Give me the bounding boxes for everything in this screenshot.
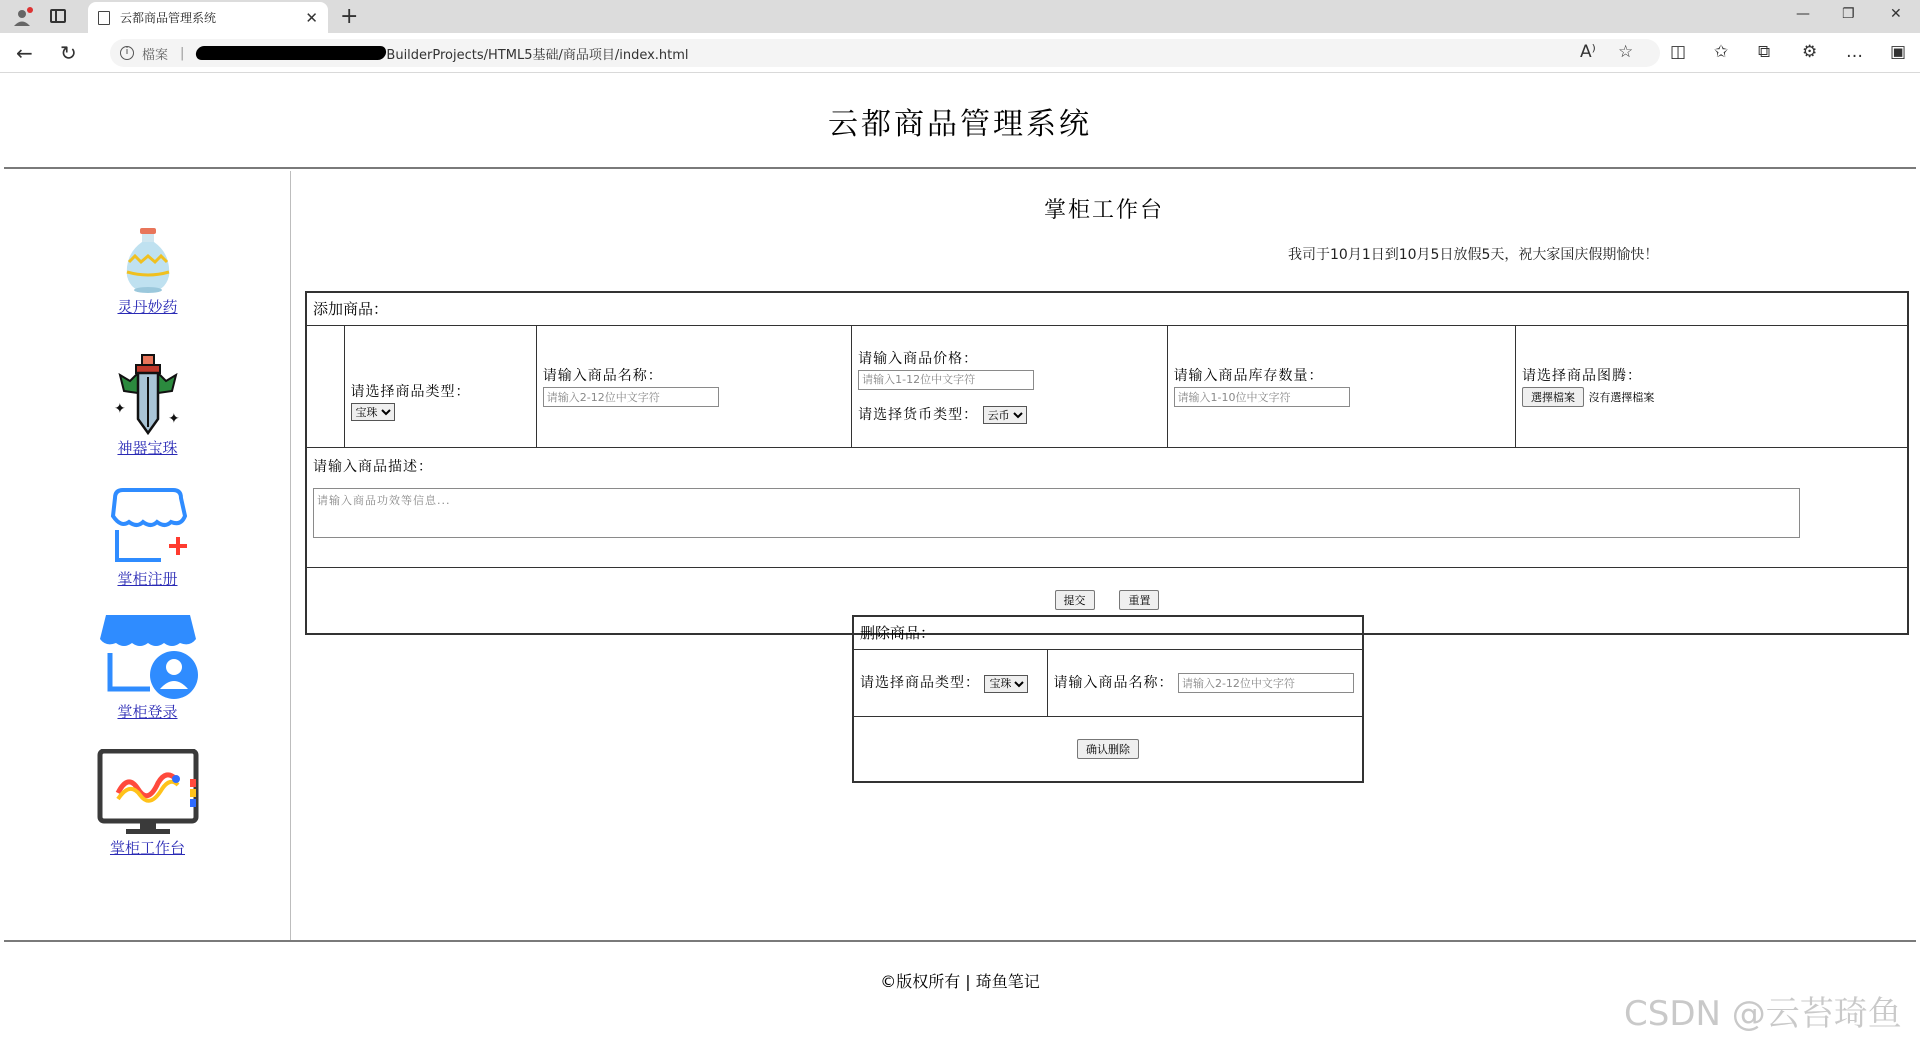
address-bar-row <box>0 33 1920 73</box>
delete-product-form <box>852 615 1364 783</box>
document-icon <box>98 11 110 25</box>
submit-button[interactable]: 提交 <box>1055 590 1095 610</box>
info-icon[interactable]: i <box>120 46 134 60</box>
stock-label: 请输入商品库存数量： <box>1173 368 1324 384</box>
stock-input[interactable] <box>1174 387 1350 407</box>
sidebar-item-artifacts[interactable] <box>4 351 291 458</box>
shop-register-icon <box>107 486 189 568</box>
site-title: 云都商品管理系统 <box>828 107 1092 142</box>
sidebar-link-shop-register[interactable]: 掌柜注册 <box>117 570 178 588</box>
url-separator: | <box>180 45 185 61</box>
price-cell <box>852 325 1167 447</box>
read-aloud-icon[interactable]: A⁾ <box>1580 42 1596 62</box>
url-text: BuilderProjects/HTML5基础/商品项目/index.html <box>386 47 689 63</box>
sidebar-nav <box>4 171 291 940</box>
browser-tab-bar <box>0 0 1920 33</box>
name-cell <box>536 325 851 447</box>
file-status: 沒有選擇檔案 <box>1588 391 1655 404</box>
currency-row <box>858 404 1160 425</box>
url-field[interactable] <box>110 39 1660 67</box>
add-form-heading: 添加商品： <box>306 292 1908 325</box>
medicine-vase-icon <box>121 226 175 296</box>
new-tab-icon[interactable]: + <box>340 4 359 29</box>
sidebar-link-artifacts[interactable]: 神器宝珠 <box>117 439 178 457</box>
web-page <box>4 73 1916 1038</box>
image-label: 请选择商品图腾： <box>1521 368 1642 384</box>
desc-cell <box>306 447 1908 567</box>
name-input[interactable] <box>543 387 719 407</box>
sidebar-link-shop-login[interactable]: 掌柜登录 <box>117 703 178 721</box>
sidebar-item-shop-login[interactable] <box>4 611 291 722</box>
type-select[interactable] <box>351 403 395 421</box>
delete-type-select[interactable] <box>984 675 1028 693</box>
watermark: CSDN @云苔琦鱼 <box>1624 994 1902 1034</box>
redacted-path <box>195 46 387 60</box>
type-cell <box>344 325 536 447</box>
image-cell <box>1515 325 1908 447</box>
extensions-icon[interactable]: ⚙ <box>1802 42 1818 62</box>
holiday-notice: 我司于10月1日到10月5日放假5天，祝大家国庆假期愉快！ <box>1288 247 1659 263</box>
collections-icon[interactable]: ⧉ <box>1758 42 1771 62</box>
refresh-icon[interactable]: ↻ <box>60 41 77 65</box>
sidebar-toggle-icon[interactable]: ▣ <box>1890 42 1907 62</box>
tab-actions-icon[interactable] <box>50 9 66 23</box>
choose-file-button[interactable]: 選擇檔案 <box>1522 387 1584 407</box>
delete-actions-cell <box>853 716 1363 782</box>
description-textarea[interactable] <box>313 488 1800 538</box>
svg-text:✦: ✦ <box>113 401 126 417</box>
minimize-icon[interactable]: — <box>1796 6 1810 22</box>
name-label: 请输入商品名称： <box>542 368 663 384</box>
desc-label: 请输入商品描述： <box>313 458 433 475</box>
reset-button[interactable]: 重置 <box>1119 590 1159 610</box>
browser-tab-active[interactable] <box>88 2 328 33</box>
tab-title: 云都商品管理系统 <box>120 11 217 25</box>
page-title: 掌柜工作台 <box>1043 198 1164 223</box>
empty-cell <box>306 325 344 447</box>
back-icon[interactable]: ← <box>16 41 33 65</box>
svg-text:✦: ✦ <box>167 411 180 427</box>
sidebar-item-dashboard[interactable] <box>4 749 291 858</box>
add-product-form <box>305 291 1909 635</box>
sidebar-item-shop-register[interactable] <box>4 486 291 589</box>
more-menu-icon[interactable]: … <box>1846 42 1863 62</box>
dashboard-monitor-icon <box>96 749 200 837</box>
price-input[interactable] <box>858 370 1034 390</box>
currency-select[interactable] <box>983 406 1027 424</box>
stock-cell <box>1167 325 1515 447</box>
favorite-star-icon[interactable]: ☆ <box>1618 42 1634 62</box>
close-tab-icon[interactable]: ✕ <box>305 8 318 27</box>
sidebar-link-dashboard[interactable]: 掌柜工作台 <box>109 839 185 857</box>
sidebar-link-medicine[interactable]: 灵丹妙药 <box>117 298 178 316</box>
sword-icon <box>108 351 188 437</box>
sidebar-item-medicine[interactable] <box>4 226 291 317</box>
profile-icon[interactable] <box>12 6 34 28</box>
type-label: 请选择商品类型： <box>350 384 471 400</box>
split-screen-icon[interactable]: ◫ <box>1670 42 1687 62</box>
delete-type-label: 请选择商品类型： <box>860 675 980 692</box>
copyright-text: ©版权所有 | 琦鱼笔记 <box>880 972 1040 991</box>
confirm-delete-button[interactable]: 确认删除 <box>1077 739 1139 759</box>
url-scheme-label: 檔案 <box>142 47 169 63</box>
restore-icon[interactable]: ❐ <box>1842 6 1855 22</box>
favorites-icon[interactable]: ✩ <box>1714 42 1729 62</box>
delete-name-label: 请输入商品名称： <box>1053 674 1174 691</box>
delete-name-input[interactable] <box>1178 673 1354 693</box>
shop-login-icon <box>98 611 198 701</box>
site-header <box>4 73 1916 169</box>
price-label: 请输入商品价格： <box>858 350 979 367</box>
delete-form-heading: 删除商品： <box>853 616 1363 649</box>
close-window-icon[interactable]: ✕ <box>1890 6 1902 22</box>
currency-label: 请选择货币类型： <box>858 406 979 423</box>
delete-type-cell <box>853 649 1047 716</box>
delete-name-cell <box>1047 649 1363 716</box>
main-content <box>292 171 1916 940</box>
